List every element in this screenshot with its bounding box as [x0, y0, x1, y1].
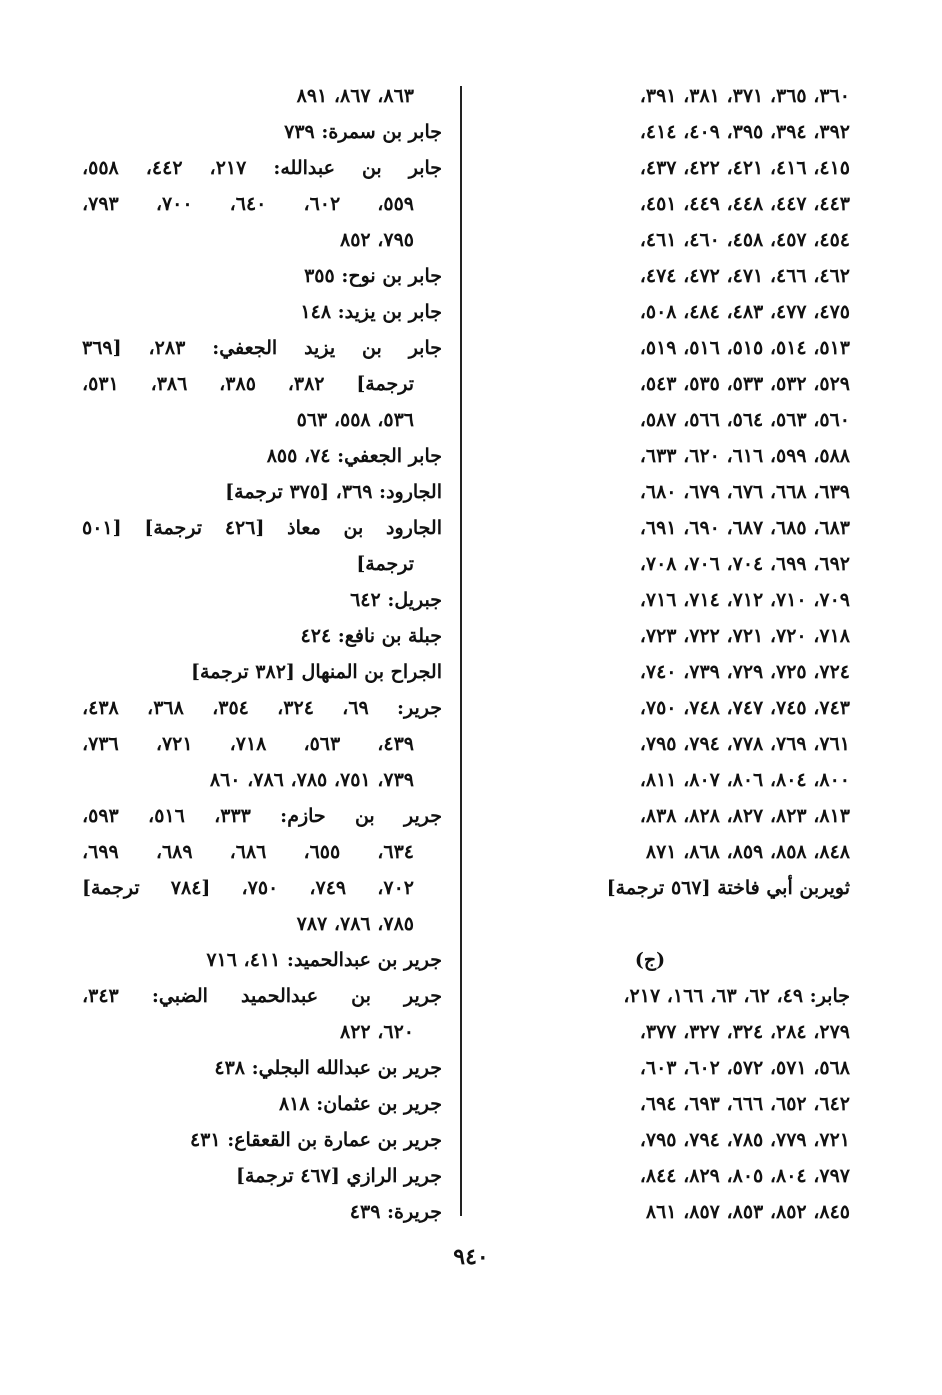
index-line: جريرة: ٤٣٩ [349, 1201, 442, 1223]
index-line: ٨٤٥، ٨٥٢، ٨٥٣، ٨٥٧، ٨٦١ [645, 1201, 850, 1223]
index-line: ٧٨٥، ٧٨٦، ٧٨٧ [296, 913, 414, 935]
index-line: ٤٥٤، ٤٥٧، ٤٥٨، ٤٦٠، ٤٦١، [639, 229, 850, 251]
index-line: الجارود: ٣٦٩، [٣٧٥ ترجمة] [225, 481, 442, 503]
index-line: ٤٧٥، ٤٧٧، ٤٨٣، ٤٨٤، ٥٠٨، [639, 301, 850, 323]
index-line: ٧٠٩، ٧١٠، ٧١٢، ٧١٤، ٧١٦، [639, 589, 850, 611]
index-line: ٤١٥، ٤١٦، ٤٢١، ٤٢٢، ٤٣٧، [639, 157, 850, 179]
index-line: ٤٤٣، ٤٤٧، ٤٤٨، ٤٤٩، ٤٥١، [639, 193, 850, 215]
index-line: ٣٩٢، ٣٩٤، ٣٩٥، ٤٠٩، ٤١٤، [639, 121, 850, 143]
index-line: ٨٦٣، ٨٦٧، ٨٩١ [296, 85, 414, 107]
index-line: ٥١٣، ٥١٤، ٥١٥، ٥١٦، ٥١٩، [639, 337, 850, 359]
index-line: ٦٨٣، ٦٨٥، ٦٨٧، ٦٩٠، ٦٩١، [639, 517, 850, 539]
index-line: ٥٨٨، ٥٩٩، ٦١٦، ٦٢٠، ٦٣٣، [639, 445, 850, 467]
index-line: ٨٤٨، ٨٥٨، ٨٥٩، ٨٦٨، ٨٧١ [645, 841, 850, 863]
index-line: جابر بن عبدالله: ٢١٧، ٤٤٢، ٥٥٨، [82, 157, 442, 179]
index-line: ثويربن أبي فاختة [٥٦٧ ترجمة] [606, 877, 850, 899]
index-line: ٦٩٢، ٦٩٩، ٧٠٤، ٧٠٦، ٧٠٨، [639, 553, 850, 575]
index-line: ٥٦٠، ٥٦٣، ٥٦٤، ٥٦٦، ٥٨٧، [639, 409, 850, 431]
index-line: ٤٣٩، ٥٦٣، ٧١٨، ٧٢١، ٧٣٦، [82, 733, 415, 755]
index-line: جرير بن عمارة بن القعقاع: ٤٣١ [189, 1129, 442, 1151]
page-number: ٩٤٠ [453, 1244, 489, 1270]
index-line: ٧٠٢، ٧٤٩، ٧٥٠، [٧٨٤ ترجمة] [82, 877, 415, 899]
right-column [450, 78, 850, 1230]
index-line: جابر: ٤٩، ٦٢، ٦٣، ١٦٦، ٢١٧، [623, 985, 850, 1007]
index-line: (ج) [634, 949, 666, 971]
index-line: ٧١٨، ٧٢٠، ٧٢١، ٧٢٢، ٧٢٣، [639, 625, 850, 647]
index-line: جابر الجعفي: ٧٤، ٨٥٥ [266, 445, 442, 467]
index-line: جبلة بن نافع: ٤٢٤ [300, 625, 442, 647]
index-line: ٤٦٢، ٤٦٦، ٤٧١، ٤٧٢، ٤٧٤، [639, 265, 850, 287]
index-line: ٥٣٦، ٥٥٨، ٥٦٣ [296, 409, 414, 431]
index-line: ٦٤٢، ٦٥٢، ٦٦٦، ٦٩٣، ٦٩٤، [639, 1093, 850, 1115]
index-line: ٥٥٩، ٦٠٢، ٦٤٠، ٧٠٠، ٧٩٣، [82, 193, 415, 215]
index-line: جرير: ٦٩، ٣٢٤، ٣٥٤، ٣٦٨، ٤٣٨، [82, 697, 442, 719]
index-line: جابر بن نوح: ٣٥٥ [304, 265, 442, 287]
index-line: جرير بن عبدالله البجلي: ٤٣٨ [214, 1057, 442, 1079]
index-line: ترجمة] ٣٨٢، ٣٨٥، ٣٨٦، ٥٣١، [82, 373, 414, 395]
index-line: جرير بن حازم: ٣٣٣، ٥١٦، ٥٩٣، [82, 805, 442, 827]
index-line: ٧٩٥، ٨٥٢ [340, 229, 414, 251]
index-line: ٧٦١، ٧٦٩، ٧٧٨، ٧٩٤، ٧٩٥، [639, 733, 850, 755]
index-line: ٦٣٩، ٦٦٨، ٦٧٦، ٦٧٩، ٦٨٠، [639, 481, 850, 503]
index-line [450, 906, 850, 942]
index-line: جبريل: ٦٤٢ [350, 589, 442, 611]
index-line: جابر بن يزيد: ١٤٨ [300, 301, 442, 323]
left-column [82, 78, 442, 1230]
index-line: ٧٢٤، ٧٢٥، ٧٢٩، ٧٣٩، ٧٤٠، [639, 661, 850, 683]
index-line: جرير بن عثمان: ٨١٨ [278, 1093, 442, 1115]
index-line: ٧٩٧، ٨٠٤، ٨٠٥، ٨٢٩، ٨٤٤، [639, 1165, 850, 1187]
index-line: ٥٦٨، ٥٧١، ٥٧٢، ٦٠٢، ٦٠٣، [639, 1057, 850, 1079]
index-line: ٥٢٩، ٥٣٢، ٥٣٣، ٥٣٥، ٥٤٣، [639, 373, 850, 395]
index-line: جابر بن سمرة: ٧٣٩ [284, 121, 442, 143]
index-line: ٨٠٠، ٨٠٤، ٨٠٦، ٨٠٧، ٨١١، [639, 769, 850, 791]
index-line: ٢٧٩، ٢٨٤، ٣٢٤، ٣٢٧، ٣٧٧، [639, 1021, 850, 1043]
index-line: ٧٢١، ٧٧٩، ٧٨٥، ٧٩٤، ٧٩٥، [639, 1129, 850, 1151]
index-line: ٨١٣، ٨٢٣، ٨٢٧، ٨٢٨، ٨٣٨، [639, 805, 850, 827]
index-line: جابر بن يزيد الجعفي: ٢٨٣، [٣٦٩ [82, 337, 442, 359]
index-line: ٦٣٤، ٦٥٥، ٦٨٦، ٦٨٩، ٦٩٩، [82, 841, 415, 863]
index-line: ٧٣٩، ٧٥١، ٧٨٥، ٧٨٦، ٨٦٠ [209, 769, 414, 791]
index-line: ٦٢٠، ٨٢٢ [340, 1021, 414, 1043]
index-line: الجراح بن المنهال [٣٨٢ ترجمة] [190, 661, 442, 683]
index-line: ٣٦٠، ٣٦٥، ٣٧١، ٣٨١، ٣٩١، [639, 85, 850, 107]
index-line: ترجمة] [356, 553, 414, 575]
column-divider [460, 86, 462, 1216]
index-line: جرير الرازي [٤٦٧ ترجمة] [235, 1165, 442, 1187]
index-line: جرير بن عبدالحميد الضبي: ٣٤٣، [82, 985, 442, 1007]
index-line: جرير بن عبدالحميد: ٤١١، ٧١٦ [206, 949, 442, 971]
index-line: الجارود بن معاذ [٤٢٦ ترجمة] [٥٠١ [82, 517, 442, 539]
index-line: ٧٤٣، ٧٤٥، ٧٤٧، ٧٤٨، ٧٥٠، [639, 697, 850, 719]
